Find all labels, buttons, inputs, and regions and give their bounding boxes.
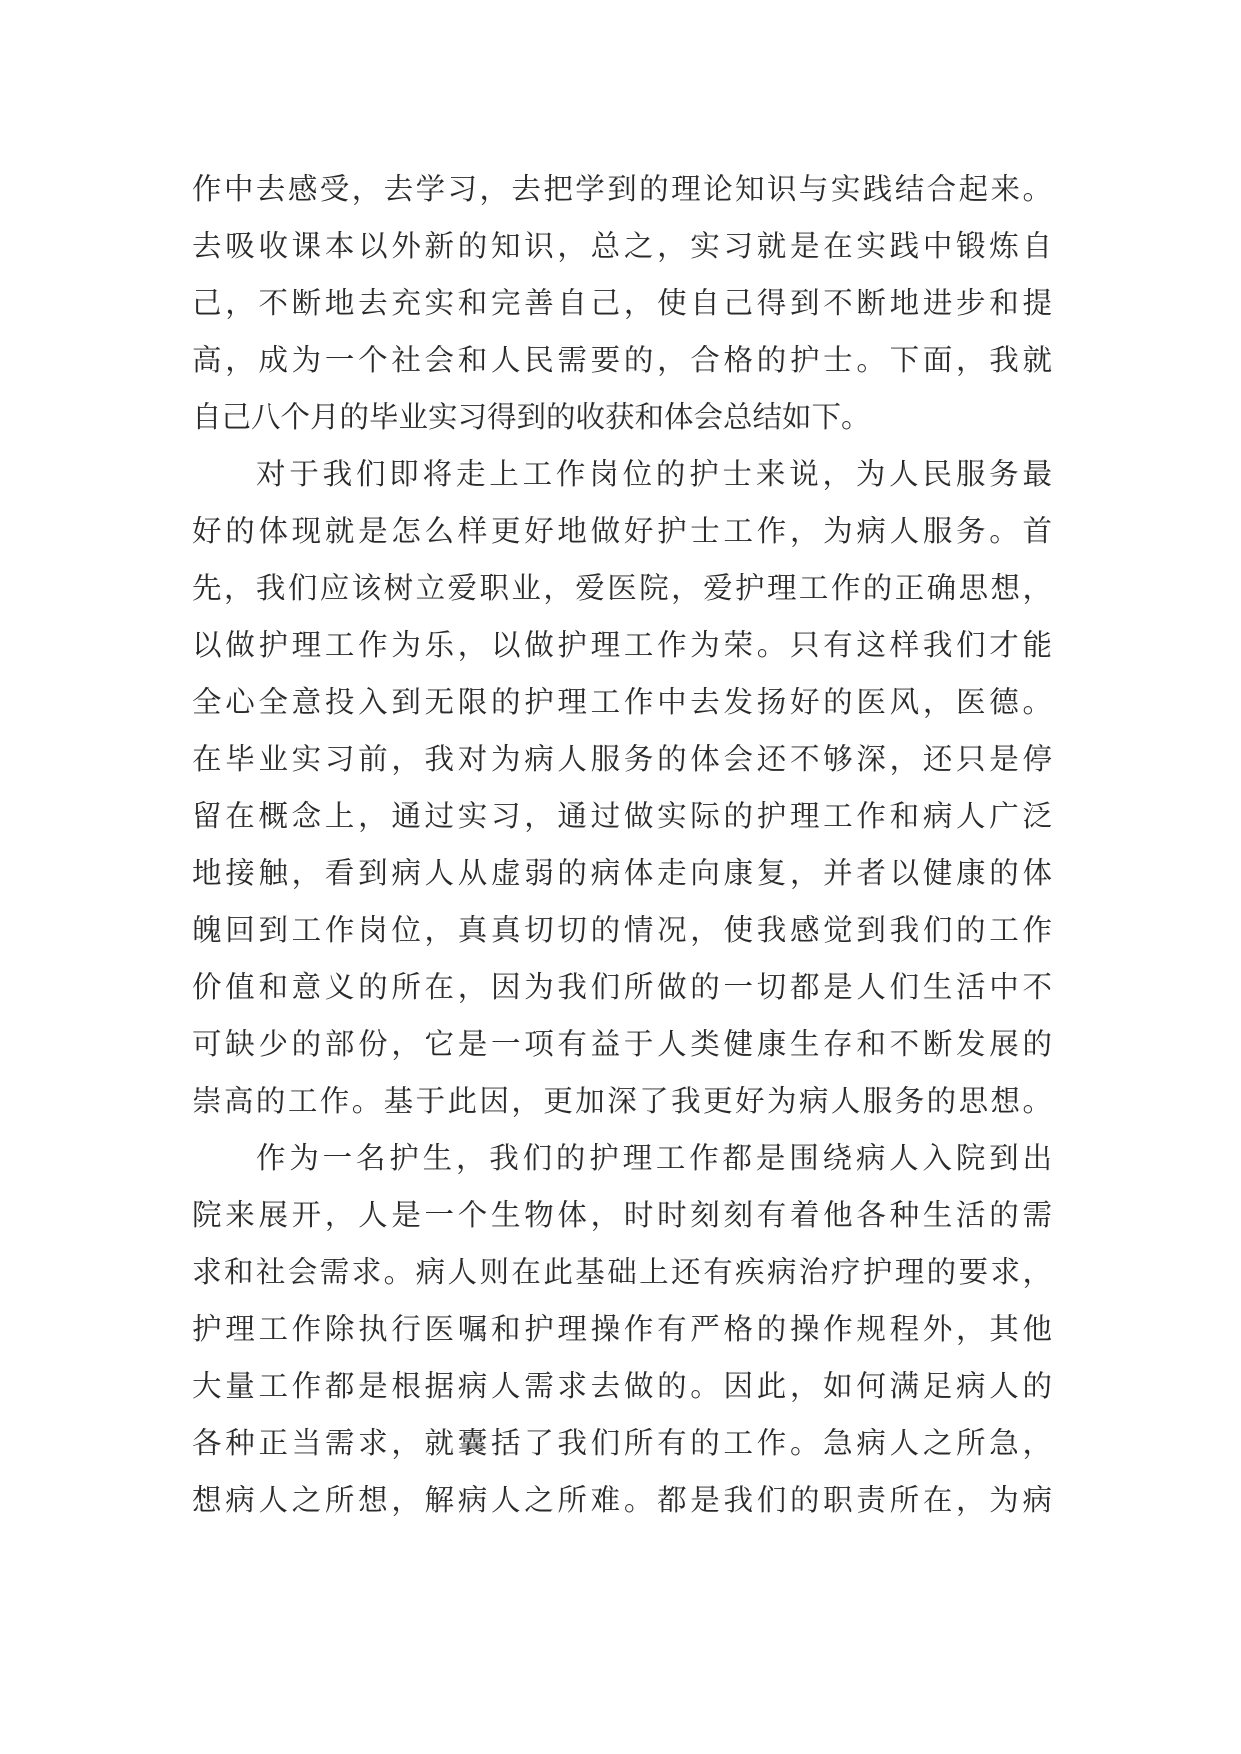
text-line: 地接触，看到病人从虚弱的病体走向康复，并者以健康的体	[192, 856, 1052, 890]
text-line: 院来展开，人是一个生物体，时时刻刻有着他各种生活的需	[192, 1198, 1052, 1232]
text-line: 先，我们应该树立爱职业，爱医院，爱护理工作的正确思想，	[192, 571, 1052, 605]
text-line: 自己八个月的毕业实习得到的收获和体会总结如下。	[192, 400, 871, 434]
text-line: 价值和意义的所在，因为我们所做的一切都是人们生活中不	[192, 970, 1052, 1004]
paragraph-first-line: 作为一名护生，我们的护理工作都是围绕病人入院到出	[256, 1141, 1052, 1175]
paragraph-first-line: 对于我们即将走上工作岗位的护士来说，为人民服务最	[256, 457, 1052, 491]
text-line: 大量工作都是根据病人需求去做的。因此，如何满足病人的	[192, 1369, 1052, 1403]
text-line: 作中去感受，去学习，去把学到的理论知识与实践结合起来。	[192, 172, 1052, 206]
text-line: 想病人之所想，解病人之所难。都是我们的职责所在，为病	[192, 1483, 1052, 1517]
text-line: 求和社会需求。病人则在此基础上还有疾病治疗护理的要求，	[192, 1255, 1052, 1289]
text-line: 崇高的工作。基于此因，更加深了我更好为病人服务的思想。	[192, 1084, 1052, 1118]
text-line: 以做护理工作为乐，以做护理工作为荣。只有这样我们才能	[192, 628, 1052, 662]
text-line: 高，成为一个社会和人民需要的，合格的护士。下面，我就	[192, 343, 1052, 377]
text-line: 护理工作除执行医嘱和护理操作有严格的操作规程外，其他	[192, 1312, 1052, 1346]
text-line: 去吸收课本以外新的知识，总之，实习就是在实践中锻炼自	[192, 229, 1052, 263]
text-line: 在毕业实习前，我对为病人服务的体会还不够深，还只是停	[192, 742, 1052, 776]
text-line: 各种正当需求，就囊括了我们所有的工作。急病人之所急，	[192, 1426, 1052, 1460]
text-line: 好的体现就是怎么样更好地做好护士工作，为病人服务。首	[192, 514, 1052, 548]
text-line: 全心全意投入到无限的护理工作中去发扬好的医风，医德。	[192, 685, 1052, 719]
text-line: 魄回到工作岗位，真真切切的情况，使我感觉到我们的工作	[192, 913, 1052, 947]
text-line: 留在概念上，通过实习，通过做实际的护理工作和病人广泛	[192, 799, 1052, 833]
text-line: 己，不断地去充实和完善自己，使自己得到不断地进步和提	[192, 286, 1052, 320]
text-line: 可缺少的部份，它是一项有益于人类健康生存和不断发展的	[192, 1027, 1052, 1061]
